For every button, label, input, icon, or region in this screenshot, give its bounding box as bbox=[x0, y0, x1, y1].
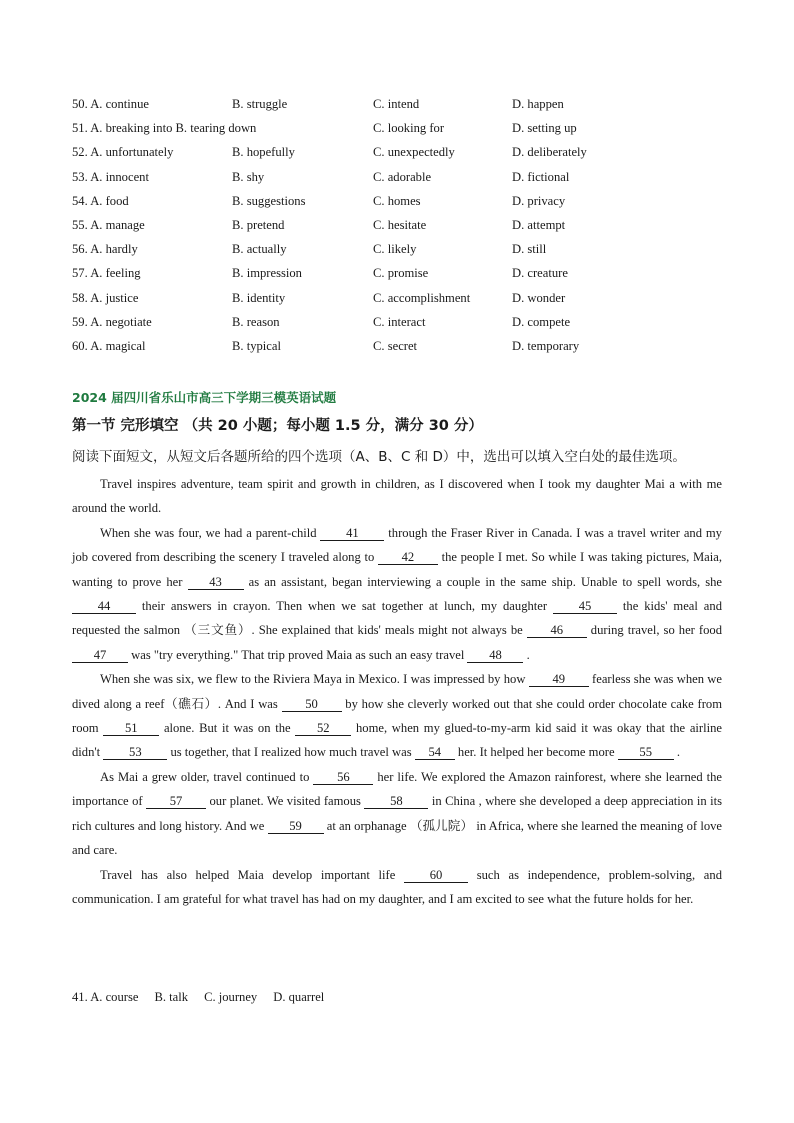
option-c: C. secret bbox=[373, 338, 418, 353]
option-a: 56. A. hardly bbox=[72, 242, 138, 257]
paragraph-2 bbox=[72, 521, 722, 667]
cloze-passage bbox=[72, 472, 722, 911]
passage-text: us together, that I realized how much travel was bbox=[167, 745, 415, 760]
option-b: B. suggestions bbox=[232, 193, 306, 208]
option-row-51 bbox=[72, 118, 732, 142]
option-c: C. interact bbox=[373, 314, 426, 329]
option-b: B. actually bbox=[232, 242, 287, 257]
option-b: B. pretend bbox=[232, 217, 285, 232]
option-a: 58. A. justice bbox=[72, 290, 139, 305]
option-row-54 bbox=[72, 191, 732, 215]
passage-text: her life. We explored the Amazon rainforest, where she learned the importance of bbox=[72, 769, 722, 809]
option-row-56 bbox=[72, 239, 732, 263]
blank-42[interactable]: 42 bbox=[378, 550, 438, 565]
option-c: C. likely bbox=[373, 242, 417, 257]
passage-text: . bbox=[673, 745, 680, 760]
option-a: 50. A. continue bbox=[72, 97, 149, 111]
passage-text: our planet. We visited famous bbox=[206, 794, 365, 809]
passage-text: When she was six, we flew to the Riviera Maya in Mexico. I was impressed by how bbox=[100, 672, 529, 687]
blank-50[interactable]: 50 bbox=[282, 697, 342, 712]
section-heading: 第一节 完形填空 （共 20 小题；每小题 1.5 分，满分 30 分） bbox=[72, 418, 483, 434]
blank-44[interactable]: 44 bbox=[72, 599, 136, 614]
passage-text: As Mai a grew older, travel continued to bbox=[100, 769, 314, 784]
blank-45[interactable]: 45 bbox=[553, 599, 617, 614]
option-row-50 bbox=[72, 94, 732, 118]
option-d: D. privacy bbox=[512, 193, 566, 208]
option-c: C. unexpectedly bbox=[373, 145, 455, 160]
passage-text: was "try everything." That trip proved Maia as such an easy travel bbox=[128, 647, 468, 662]
passage-text: as an assistant, began interviewing a couple in the same ship. Unable to spell words, she bbox=[243, 574, 723, 589]
option-c: C. accomplishment bbox=[373, 290, 471, 305]
blank-55[interactable]: 55 bbox=[618, 745, 674, 760]
option-d: D. temporary bbox=[512, 338, 580, 353]
blank-53[interactable]: 53 bbox=[103, 745, 167, 760]
option-b: B. identity bbox=[232, 290, 286, 305]
blank-52[interactable]: 52 bbox=[295, 721, 351, 736]
option-c: C. homes bbox=[373, 193, 421, 208]
blank-48[interactable]: 48 bbox=[467, 648, 523, 663]
option-d: D. compete bbox=[512, 314, 571, 329]
option-a-b: 51. A. breaking into B. tearing down bbox=[72, 121, 257, 136]
passage-text: Travel has also helped Maia develop important life bbox=[100, 867, 405, 882]
passage-text: by how she cleverly worked out that she could order chocolate cake from room bbox=[72, 696, 722, 736]
option-d: D. attempt bbox=[512, 217, 566, 232]
option-a: 52. A. unfortunately bbox=[72, 145, 174, 160]
exam-title: 2024 届四川省乐山市高三下学期三模英语试题 bbox=[72, 390, 337, 405]
passage-text: her. It helped her become more bbox=[454, 745, 618, 760]
passage-text: the kids' meal and requested the salmon （三文鱼）. She explained that kids' meals might not always be bbox=[72, 599, 722, 638]
blank-57[interactable]: 57 bbox=[146, 794, 206, 809]
option-a: 53. A. innocent bbox=[72, 169, 149, 184]
option-a: 59. A. negotiate bbox=[72, 314, 152, 329]
paragraph-3 bbox=[72, 667, 722, 765]
option-b: B. talk bbox=[154, 990, 189, 1004]
blank-51[interactable]: 51 bbox=[103, 721, 159, 736]
passage-text: in China , where she developed a deep appreciation in its rich cultures and long history. And we bbox=[72, 794, 722, 833]
option-d: D. deliberately bbox=[512, 145, 587, 160]
option-b: B. impression bbox=[232, 266, 302, 281]
paragraph-4 bbox=[72, 765, 722, 863]
instructions: 阅读下面短文，从短文后各题所给的四个选项（A、B、C 和 D）中，选出可以填入空白处的最佳选项。 bbox=[72, 449, 686, 465]
question-41-options bbox=[72, 990, 340, 1005]
passage-text: at an orphanage （孤儿院） in Africa, where she learned the meaning of love and care. bbox=[72, 818, 722, 858]
paragraph-1: Travel inspires adventure, team spirit and growth in children, as I discovered when I took my daughter Mai a with me around the world. bbox=[72, 477, 722, 516]
passage-text: such as independence, problem-solving, and communication. I am grateful for what travel has had on my daughter, and I am excited to see what the future holds for her. bbox=[72, 867, 722, 906]
option-c: C. journey bbox=[204, 990, 258, 1004]
blank-54[interactable]: 54 bbox=[415, 745, 455, 760]
option-b: B. shy bbox=[232, 169, 265, 184]
option-b: B. reason bbox=[232, 314, 280, 329]
option-d: D. quarrel bbox=[273, 990, 325, 1004]
option-row-59 bbox=[72, 312, 732, 336]
option-c: C. promise bbox=[373, 266, 429, 281]
passage-text: home, when my glued-to-my-arm kid said it was okay that the airline didn't bbox=[72, 721, 722, 760]
option-row-55 bbox=[72, 215, 732, 239]
option-row-57 bbox=[72, 263, 732, 287]
option-b: B. struggle bbox=[232, 97, 288, 111]
passage-text: fearless she was when we dived along a reef（礁石）. And I was bbox=[72, 672, 722, 711]
option-a: 57. A. feeling bbox=[72, 266, 141, 281]
blank-60[interactable]: 60 bbox=[404, 868, 468, 883]
option-b: B. hopefully bbox=[232, 145, 295, 160]
option-a: 60. A. magical bbox=[72, 338, 146, 353]
option-a: 54. A. food bbox=[72, 193, 129, 208]
option-c: C. adorable bbox=[373, 169, 432, 184]
paragraph-5 bbox=[72, 863, 722, 912]
option-d: D. fictional bbox=[512, 169, 570, 184]
passage-text: the people I met. So while I was taking pictures, Maia, wanting to prove her bbox=[72, 550, 722, 589]
blank-41[interactable]: 41 bbox=[320, 526, 384, 541]
option-a: 55. A. manage bbox=[72, 217, 145, 232]
passage-text: alone. But it was on the bbox=[159, 721, 296, 736]
blank-47[interactable]: 47 bbox=[72, 648, 128, 663]
blank-49[interactable]: 49 bbox=[529, 672, 589, 687]
passage-text: When she was four, we had a parent-child bbox=[100, 525, 321, 540]
options-list bbox=[72, 94, 732, 360]
option-c: C. intend bbox=[373, 97, 420, 111]
option-d: D. still bbox=[512, 242, 547, 257]
passage-text: their answers in crayon. Then when we sat together at lunch, my daughter bbox=[136, 599, 553, 614]
option-c: C. hesitate bbox=[373, 217, 427, 232]
option-c: C. looking for bbox=[373, 121, 445, 136]
option-row-60 bbox=[72, 336, 732, 360]
option-d: D. setting up bbox=[512, 121, 577, 136]
option-d: D. creature bbox=[512, 266, 568, 281]
option-d: D. happen bbox=[512, 97, 564, 111]
option-row-53 bbox=[72, 167, 732, 191]
passage-text: through the Fraser River in Canada. I was a travel writer and my job covered from describing the scenery I traveled along to bbox=[72, 525, 722, 565]
passage-text: . bbox=[523, 647, 530, 662]
blank-59[interactable]: 59 bbox=[268, 819, 324, 834]
blank-56[interactable]: 56 bbox=[313, 770, 373, 785]
option-b: B. typical bbox=[232, 338, 281, 353]
option-row-52 bbox=[72, 142, 732, 166]
option-d: D. wonder bbox=[512, 290, 566, 305]
blank-43[interactable]: 43 bbox=[188, 575, 244, 590]
passage-text: during travel, so her food bbox=[586, 623, 722, 638]
blank-58[interactable]: 58 bbox=[364, 794, 428, 809]
blank-46[interactable]: 46 bbox=[527, 623, 587, 638]
option-row-58 bbox=[72, 288, 732, 312]
option-a: 41. A. course bbox=[72, 990, 139, 1004]
